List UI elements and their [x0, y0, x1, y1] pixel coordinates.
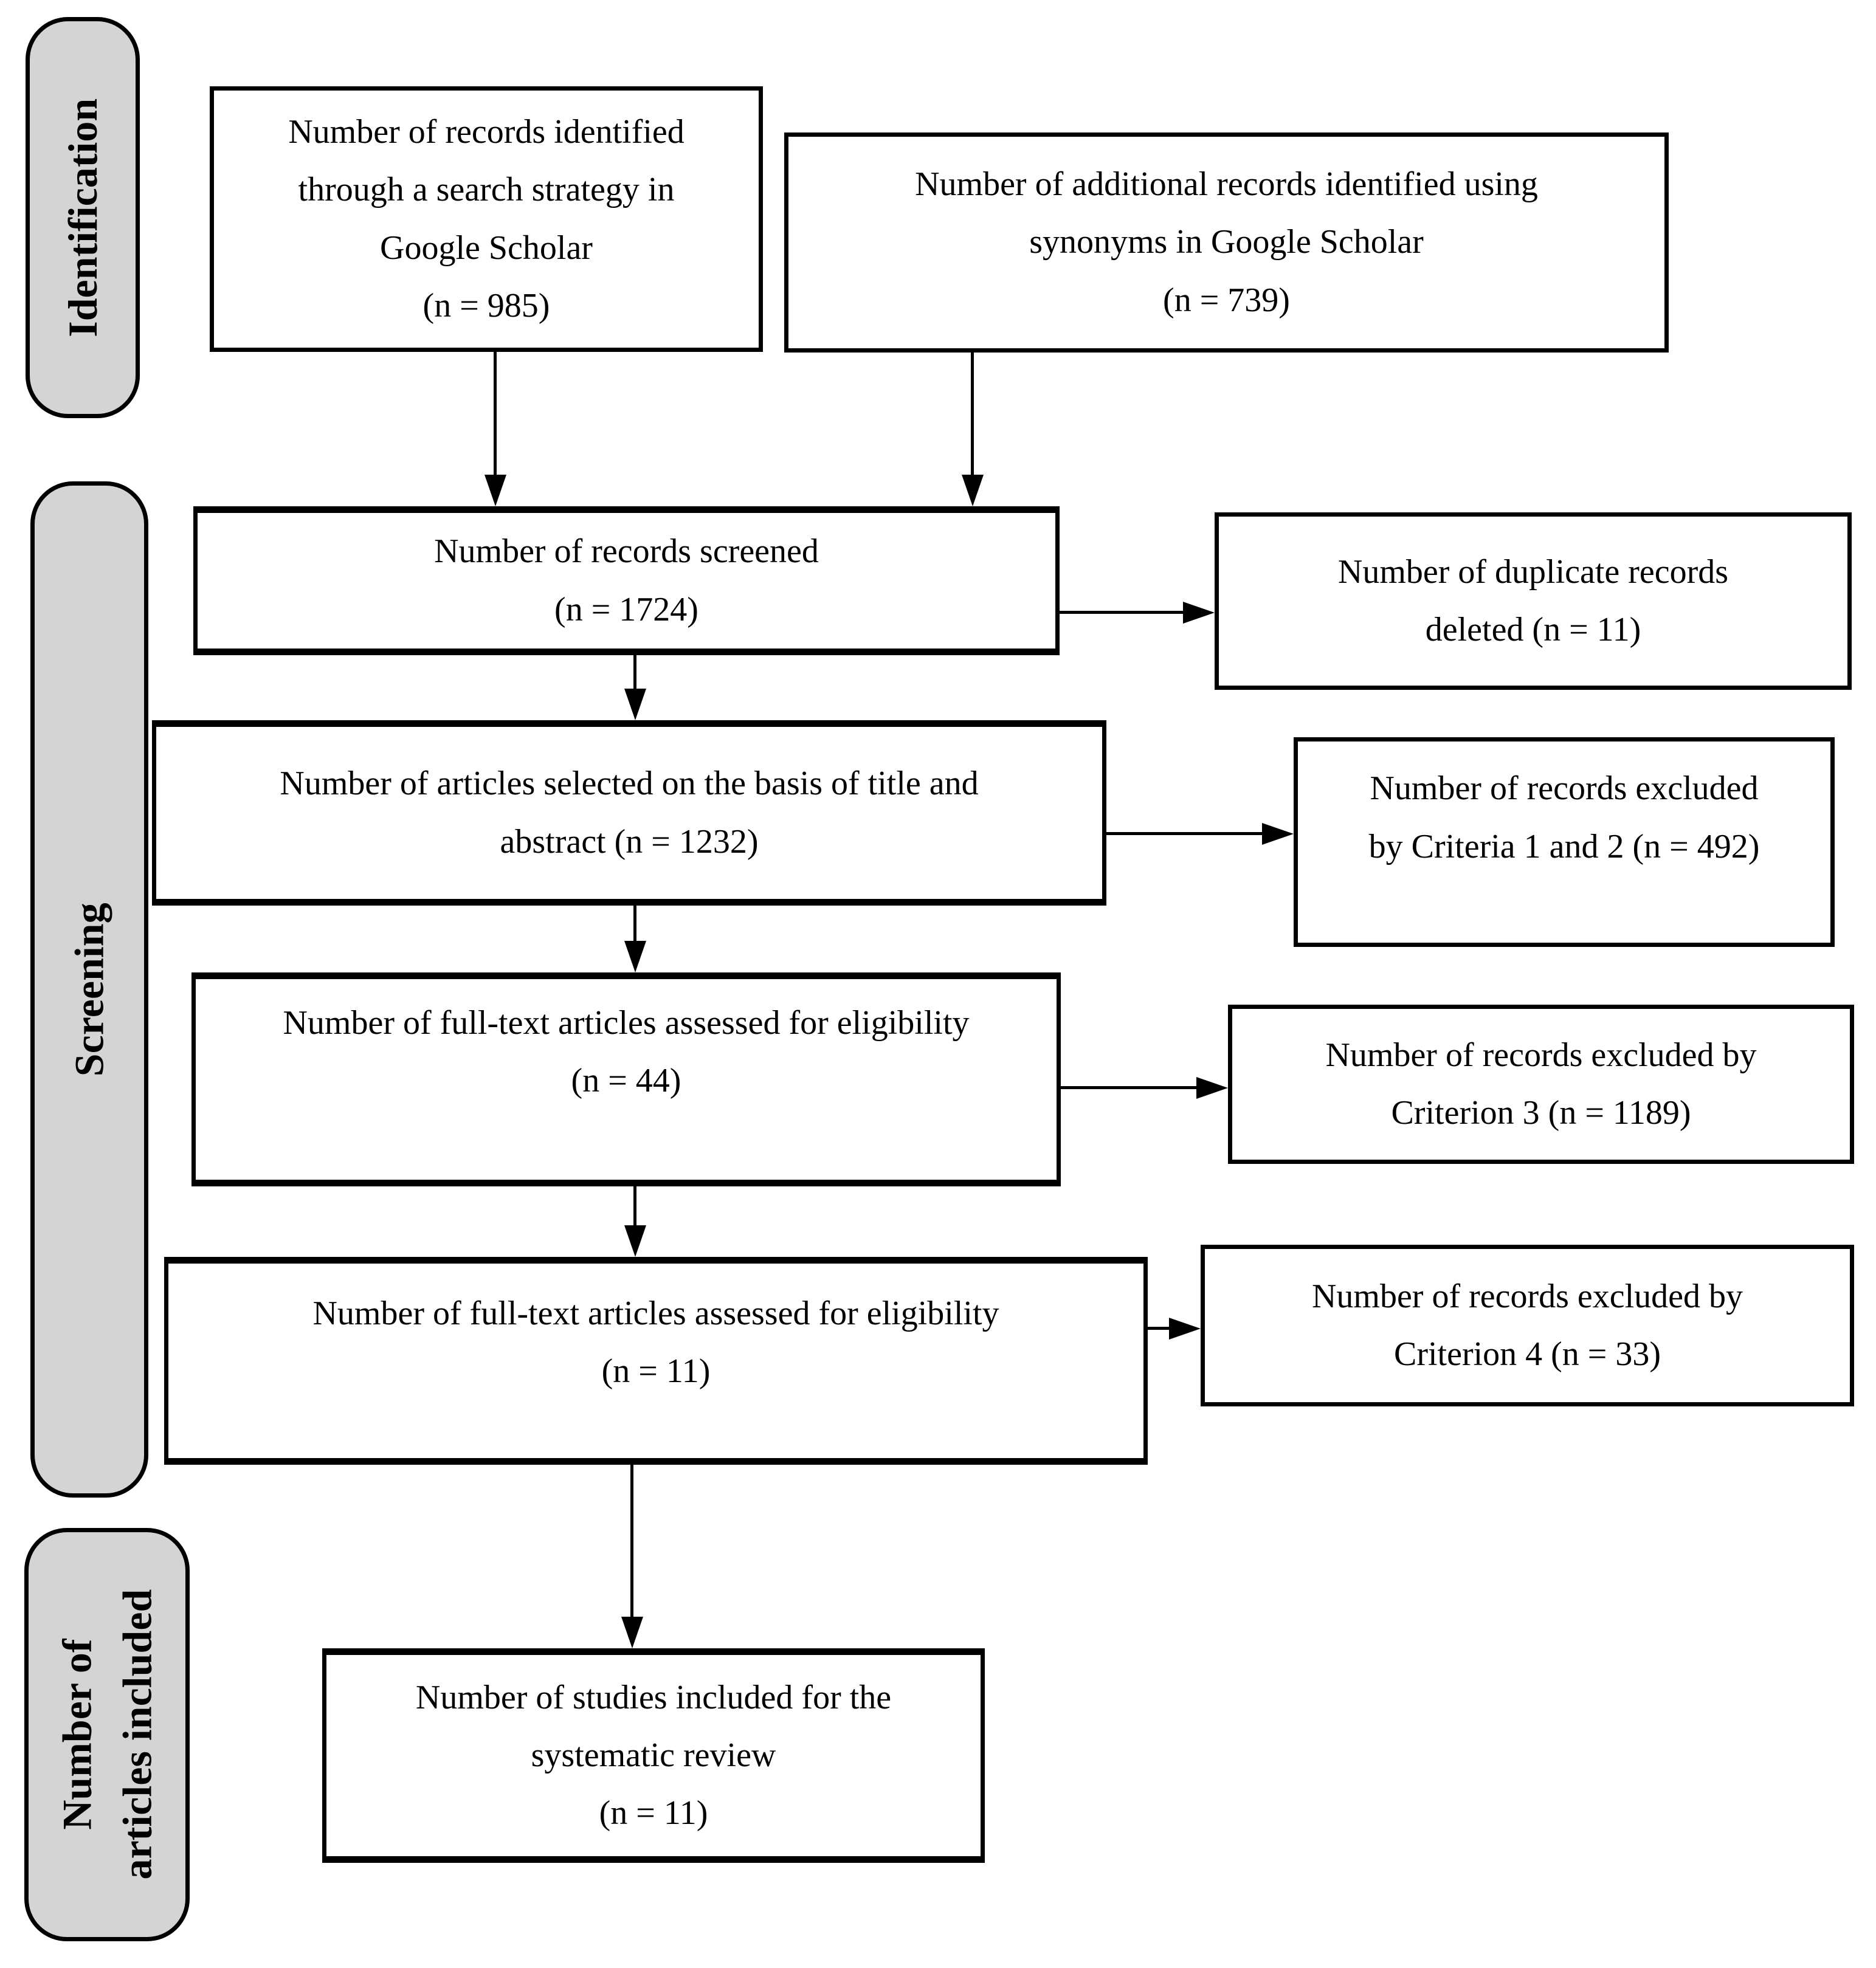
arrowhead-down-icon [624, 941, 646, 972]
arrowhead-down-icon [621, 1617, 643, 1648]
box-text-line: Number of records excluded [1370, 769, 1759, 808]
box-fulltext-assessed-11 [164, 1257, 1148, 1465]
stage-label-text: articles included [114, 1589, 160, 1880]
box-text-line: (n = 11) [601, 1352, 711, 1390]
arrowhead-right-icon [1169, 1318, 1201, 1340]
stage-articles-included [24, 1528, 190, 1941]
box-text-line: (n = 1724) [554, 590, 698, 628]
box-text-line: Number of duplicate records [1337, 552, 1729, 591]
box-title-abstract-selected [152, 720, 1106, 906]
box-text-line: Number of articles selected on the basis of title and [280, 765, 979, 803]
stage-screening [30, 481, 148, 1498]
box-excluded-criteria-1-2 [1294, 737, 1835, 947]
box-text-line: Number of full-text articles assessed for eligibility [283, 1003, 970, 1042]
box-records-identified [210, 86, 763, 352]
stage-identification [26, 17, 140, 418]
arrowhead-down-icon [624, 1225, 646, 1257]
arrow-additional-to-screened [971, 353, 974, 475]
arrow-screened-to-duplicates [1060, 611, 1183, 614]
box-text-line: Number of additional records identified using [915, 165, 1538, 204]
arrow-screened-to-title-abstract [633, 655, 636, 689]
box-text-line: Number of records excluded by [1325, 1036, 1757, 1074]
box-text-line: Criterion 3 (n = 1189) [1391, 1094, 1691, 1132]
box-text-line: abstract (n = 1232) [500, 822, 759, 861]
arrow-title-abstract-to-criteria12 [1106, 832, 1262, 835]
box-text-line: Number of full-text articles assessed for eligibility [312, 1294, 999, 1332]
arrow-title-abstract-to-fulltext44 [633, 906, 636, 941]
box-text-line: Number of records excluded by [1311, 1277, 1743, 1315]
arrowhead-down-icon [962, 475, 984, 506]
stage-label-text: Number of [53, 1639, 100, 1831]
stage-screening-label [60, 903, 120, 1076]
box-text-line: synonyms in Google Scholar [1029, 223, 1424, 261]
box-text-line: Number of records identified [288, 113, 685, 151]
box-records-screened [193, 506, 1060, 655]
arrowhead-down-icon [624, 689, 646, 720]
box-included-studies [322, 1648, 985, 1863]
arrowhead-right-icon [1262, 823, 1294, 845]
box-text-line: (n = 985) [422, 286, 550, 325]
box-text-line: Criterion 4 (n = 33) [1393, 1335, 1661, 1373]
arrowhead-right-icon [1183, 602, 1215, 624]
box-excluded-criterion-4 [1201, 1245, 1854, 1406]
arrow-fulltext44-to-fulltext11 [633, 1186, 636, 1225]
box-additional-records [784, 132, 1669, 353]
box-text-line: (n = 11) [599, 1794, 708, 1832]
box-text-line: (n = 739) [1163, 281, 1290, 319]
stage-articles-included-label [47, 1589, 167, 1880]
arrowhead-down-icon [485, 475, 506, 506]
box-text-line: deleted (n = 11) [1425, 611, 1641, 649]
box-text-line: systematic review [531, 1736, 776, 1774]
box-text-line: Number of records screened [434, 532, 819, 571]
box-text-line: Number of studies included for the [415, 1678, 892, 1716]
box-fulltext-assessed-44 [191, 972, 1061, 1186]
arrowhead-right-icon [1196, 1077, 1228, 1099]
arrow-fulltext11-to-included [630, 1465, 633, 1617]
arrow-identified-to-screened [494, 352, 497, 475]
arrow-fulltext11-to-criterion4 [1148, 1327, 1169, 1330]
arrow-fulltext44-to-criterion3 [1061, 1086, 1196, 1089]
box-text-line: through a search strategy in [298, 171, 675, 209]
stage-identification-label [53, 98, 113, 337]
stage-label-text: Identification [59, 98, 106, 337]
box-excluded-criterion-3 [1228, 1005, 1854, 1164]
box-duplicates-deleted [1215, 512, 1852, 690]
box-text-line: (n = 44) [571, 1062, 681, 1099]
stage-label-text: Screening [66, 903, 112, 1076]
box-text-line: by Criteria 1 and 2 (n = 492) [1368, 827, 1760, 865]
box-text-line: Google Scholar [380, 229, 593, 267]
